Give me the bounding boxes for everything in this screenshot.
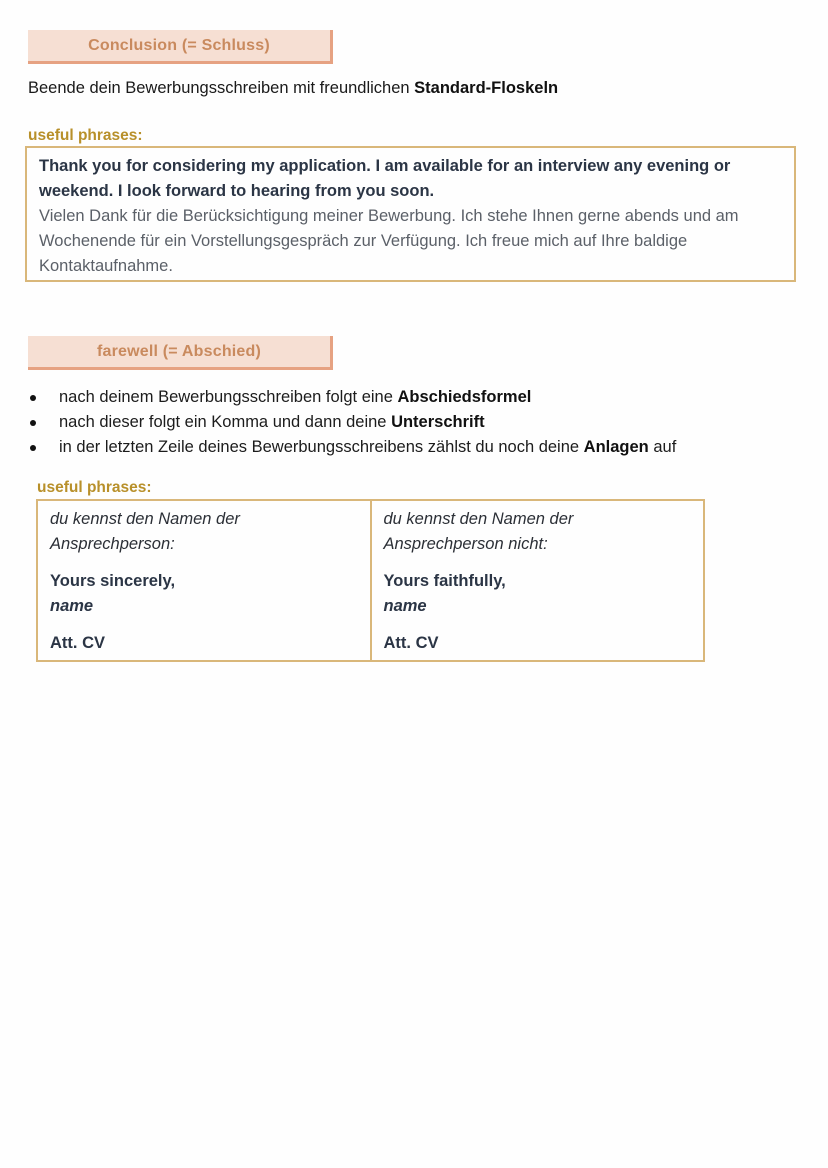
condition-text: Ansprechperson: <box>50 535 175 553</box>
phrase-german: Vielen Dank für die Berücksichtigung meiner Bewerbung. Ich stehe Ihnen gerne abends und am Wochenende für ein Vorstellungsgespräch zur Verfügung. Ich freue mich auf Ihre baldige Kontaktaufnahme. <box>39 207 739 275</box>
intro-text: Beende dein Bewerbungsschreiben mit freundlichen <box>28 79 415 97</box>
farewell-section-header: farewell (= Abschied) <box>28 336 333 370</box>
bullet-bold: Unterschrift <box>391 413 485 431</box>
name-placeholder: name <box>383 597 427 615</box>
useful-phrases-label-conclusion: useful phrases: <box>28 127 143 144</box>
bullet-item <box>28 410 676 435</box>
bullet-item <box>28 435 676 460</box>
farewell-bullet-list <box>28 385 676 460</box>
condition-text: Ansprechperson nicht: <box>383 535 548 553</box>
attachment-note: Att. CV <box>50 634 105 652</box>
condition-text: du kennst den Namen der <box>50 510 240 528</box>
bullet-bold: Anlagen <box>583 438 649 456</box>
closing-phrase: Yours faithfully, <box>383 572 506 590</box>
bullet-bold: Abschiedsformel <box>397 388 532 406</box>
farewell-column-unknown-name <box>370 501 704 660</box>
condition-text: du kennst den Namen der <box>383 510 574 528</box>
name-placeholder: name <box>50 597 94 615</box>
conclusion-phrase-box <box>25 146 796 282</box>
useful-phrases-label-farewell: useful phrases: <box>37 479 152 496</box>
phrase-english: Thank you for considering my application. I am available for an interview any evening or weekend. I look forward to hearing from you soon. <box>39 157 731 200</box>
bullet-text: in der letzten Zeile deines Bewerbungsschreibens zählst du noch deine <box>59 438 584 456</box>
farewell-column-known-name <box>38 501 370 660</box>
attachment-note: Att. CV <box>383 634 439 652</box>
intro-bold-text: Standard-Floskeln <box>414 79 559 97</box>
conclusion-section-header: Conclusion (= Schluss) <box>28 30 333 64</box>
bullet-item <box>28 385 676 410</box>
bullet-text: nach dieser folgt ein Komma und dann deine <box>59 413 392 431</box>
conclusion-intro <box>28 79 558 98</box>
bullet-text: nach deinem Bewerbungsschreiben folgt eine <box>59 388 398 406</box>
closing-phrase: Yours sincerely, <box>50 572 176 590</box>
bullet-after: auf <box>648 438 677 456</box>
farewell-phrases-table <box>36 499 705 662</box>
